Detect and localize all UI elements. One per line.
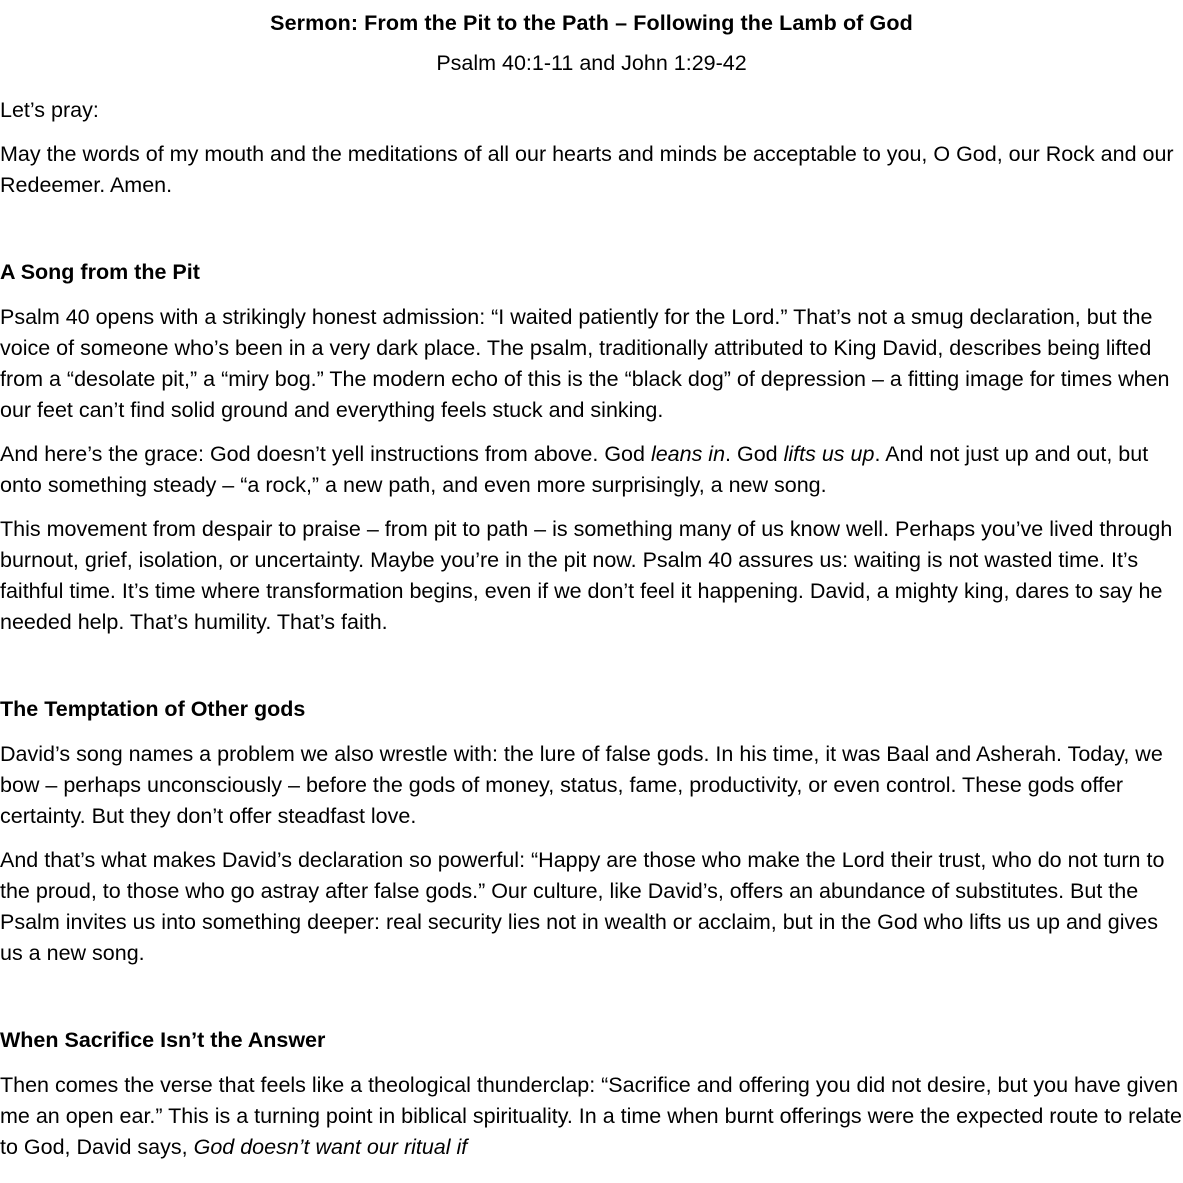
emphasized-text: lifts us up: [783, 442, 875, 467]
plain-text: And here’s the grace: God doesn’t yell instructions from above. God: [0, 442, 651, 467]
body-paragraph: And that’s what makes David’s declaration so powerful: “Happy are those who make the Lord their trust, who do not turn to the proud, to those who go astray after false gods.” Our culture, like David’s, offers an abundance of substitutes. But the Psalm invites us into something deeper: real security lies not in wealth or acclaim, but in the God who lifts us up and gives us a new song.: [0, 848, 1165, 966]
plain-text: . And not just up and out, but onto something steady – “a rock,” a new path, and even more surprisingly, a new song.: [0, 442, 1149, 498]
body-paragraph: Psalm 40 opens with a strikingly honest admission: “I waited patiently for the Lord.” That’s not a smug declaration, but the voice of someone who’s been in a very dark place. The psalm, traditionally attributed to King David, describes being lifted from a “desolate pit,” a “miry bog.” The modern echo of this is the “black dog” of depression – a fitting image for times when our feet can’t find solid ground and everything feels stuck and sinking.: [0, 305, 1170, 423]
body-paragraph: [0, 1056, 1183, 1163]
body-paragraph: [0, 426, 1183, 501]
emphasized-text: God doesn’t want our ritual if: [193, 1135, 468, 1160]
emphasized-text: leans in: [650, 442, 726, 467]
section-heading: A Song from the Pit: [0, 260, 200, 285]
sections-container: [0, 201, 1183, 1163]
body-paragraph: David’s song names a problem we also wrestle with: the lure of false gods. In his time, it was Baal and Asherah. Today, we bow – perhaps unconsciously – before the gods of money, status, fame, productivity, or even control. These gods offer certainty. But they don’t offer steadfast love.: [0, 742, 1163, 829]
page-title: Sermon: From the Pit to the Path – Following the Lamb of God: [270, 11, 913, 35]
page-subtitle: Psalm 40:1-11 and John 1:29-42: [436, 50, 747, 75]
section-heading: The Temptation of Other gods: [0, 697, 306, 722]
document-section: [0, 201, 1183, 638]
plain-text: Then comes the verse that feels like a theological thunderclap: “Sacrifice and offering you did not desire, but you have given me an open ear.” This is a turning point in biblical spirituality. In a time when burnt offerings were the expected route to relate to God, David says,: [0, 1073, 1182, 1160]
document-section: [0, 969, 1183, 1163]
prayer-label: Let’s pray:: [0, 98, 99, 123]
prayer-text: May the words of my mouth and the meditations of all our hearts and minds be acceptable to you, O God, our Rock and our Redeemer. Amen.: [0, 142, 1174, 198]
plain-text: . God: [725, 442, 784, 467]
body-paragraph: This movement from despair to praise – from pit to path – is something many of us know well. Perhaps you’ve lived through burnout, grief, isolation, or uncertainty. Maybe you’re in the pit now. Psalm 40 assures us: waiting is not wasted time. It’s faithful time. It’s time where transformation begins, even if we don’t feel it happening. David, a mighty king, dares to say he needed help. That’s humility. That’s faith.: [0, 517, 1173, 635]
document-section: [0, 638, 1183, 969]
section-heading: When Sacrifice Isn’t the Answer: [0, 1028, 326, 1053]
